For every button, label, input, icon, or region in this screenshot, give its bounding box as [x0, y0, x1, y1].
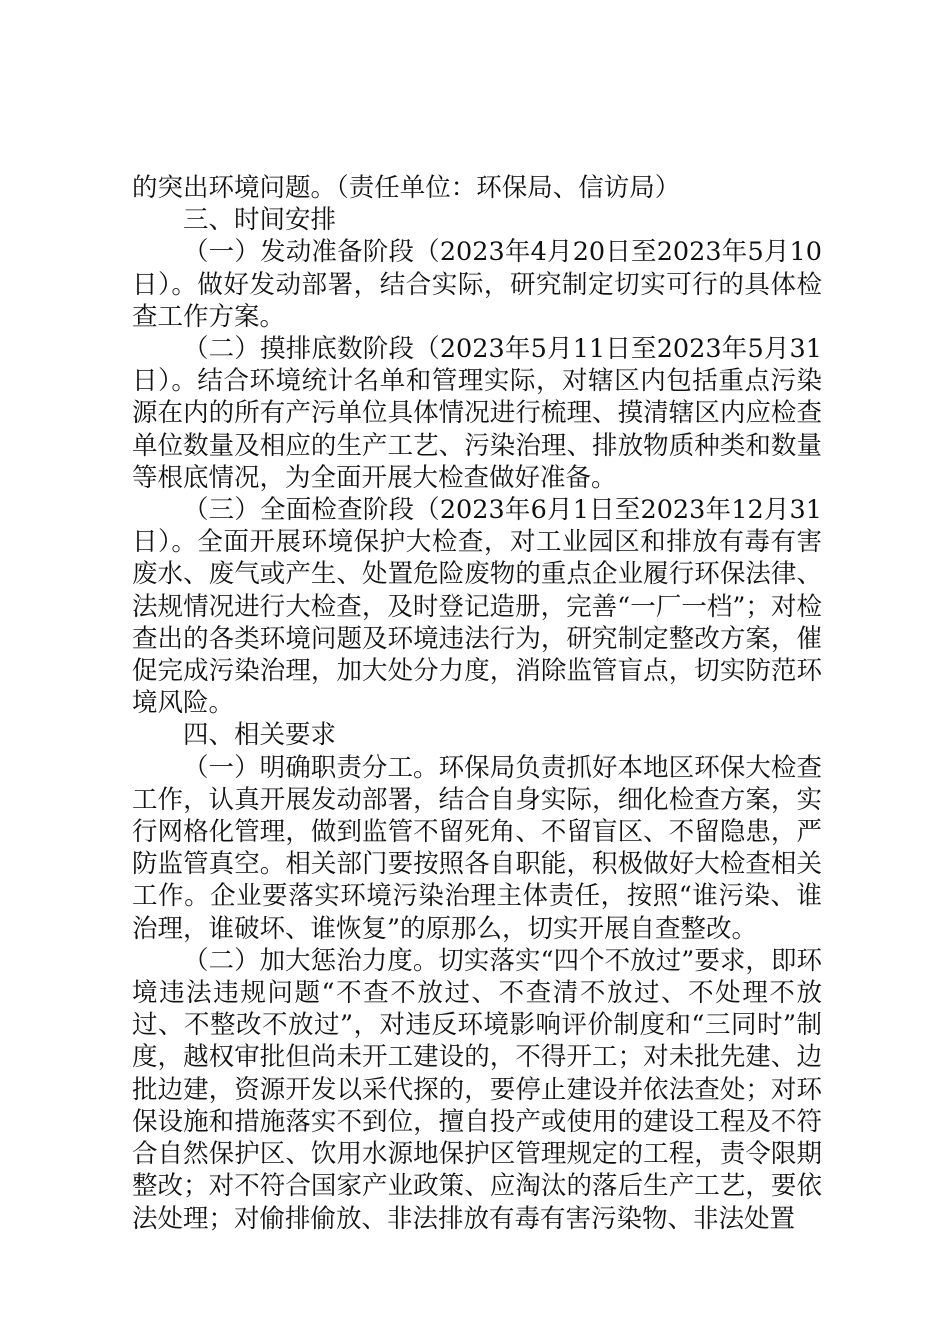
- paragraph-phase-3: （三）全面检查阶段（2023年6月1日至2023年12月31日）。全面开展环境保护大检查，对工业园区和排放有毒有害废水、废气或产生、处置危险废物的重点企业履行环保法律、法规情况进行大检查，及时登记造册，完善“一厂一档”；对检查出的各类环境问题及环境违法行为，研究制定整改方案，催促完成污染治理，加大处分力度，消除监管盲点，切实防范环境风险。: [132, 495, 822, 719]
- paragraph-continuation: 的突出环境问题。（责任单位：环保局、信访局）: [132, 173, 681, 203]
- section-heading-schedule: 三、时间安排: [183, 205, 337, 236]
- paragraph-phase-1: （一）发动准备阶段（2023年4月20日至2023年5月10日）。做好发动部署，结合实际，研究制定切实可行的具体检查工作方案。: [132, 237, 822, 332]
- document-body: [132, 172, 822, 1235]
- paragraph-requirement-2: （二）加大惩治力度。切实落实“四个不放过”要求，即环境违法违规问题“不查不放过、不查清不放过、不处理不放过、不整改不放过”，对违反环境影响评价制度和“三同时”制度，越权审批但尚未开工建设的，不得开工；对未批先建、边批边建，资源开发以采代探的，要停止建设并依法查处；对环保设施和措施落实不到位，擅自投产或使用的建设工程及不符合自然保护区、饮用水源地保护区管理规定的工程，责令限期整改；对不符合国家产业政策、应淘汰的落后生产工艺，要依法处理；对偷排偷放、非法排放有毒有害污染物、非法处置: [132, 945, 822, 1234]
- paragraph-requirement-1: （一）明确职责分工。环保局负责抓好本地区环保大检查工作，认真开展发动部署，结合自身实际，细化检查方案，实行网格化管理，做到监管不留死角、不留盲区、不留隐患，严防监管真空。相关部门要按照各自职能，积极做好大检查相关工作。企业要落实环境污染治理主体责任，按照“谁污染、谁治理，谁破坏、谁恢复”的原那么，切实开展自查整改。: [132, 752, 822, 944]
- paragraph-phase-2: （二）摸排底数阶段（2023年5月11日至2023年5月31日）。结合环境统计名单和管理实际，对辖区内包括重点污染源在内的所有产污单位具体情况进行梳理、摸清辖区内应检查单位数量及相应的生产工艺、污染治理、排放物质种类和数量等根底情况，为全面开展大检查做好准备。: [132, 334, 822, 493]
- section-heading-requirements: 四、相关要求: [183, 720, 337, 751]
